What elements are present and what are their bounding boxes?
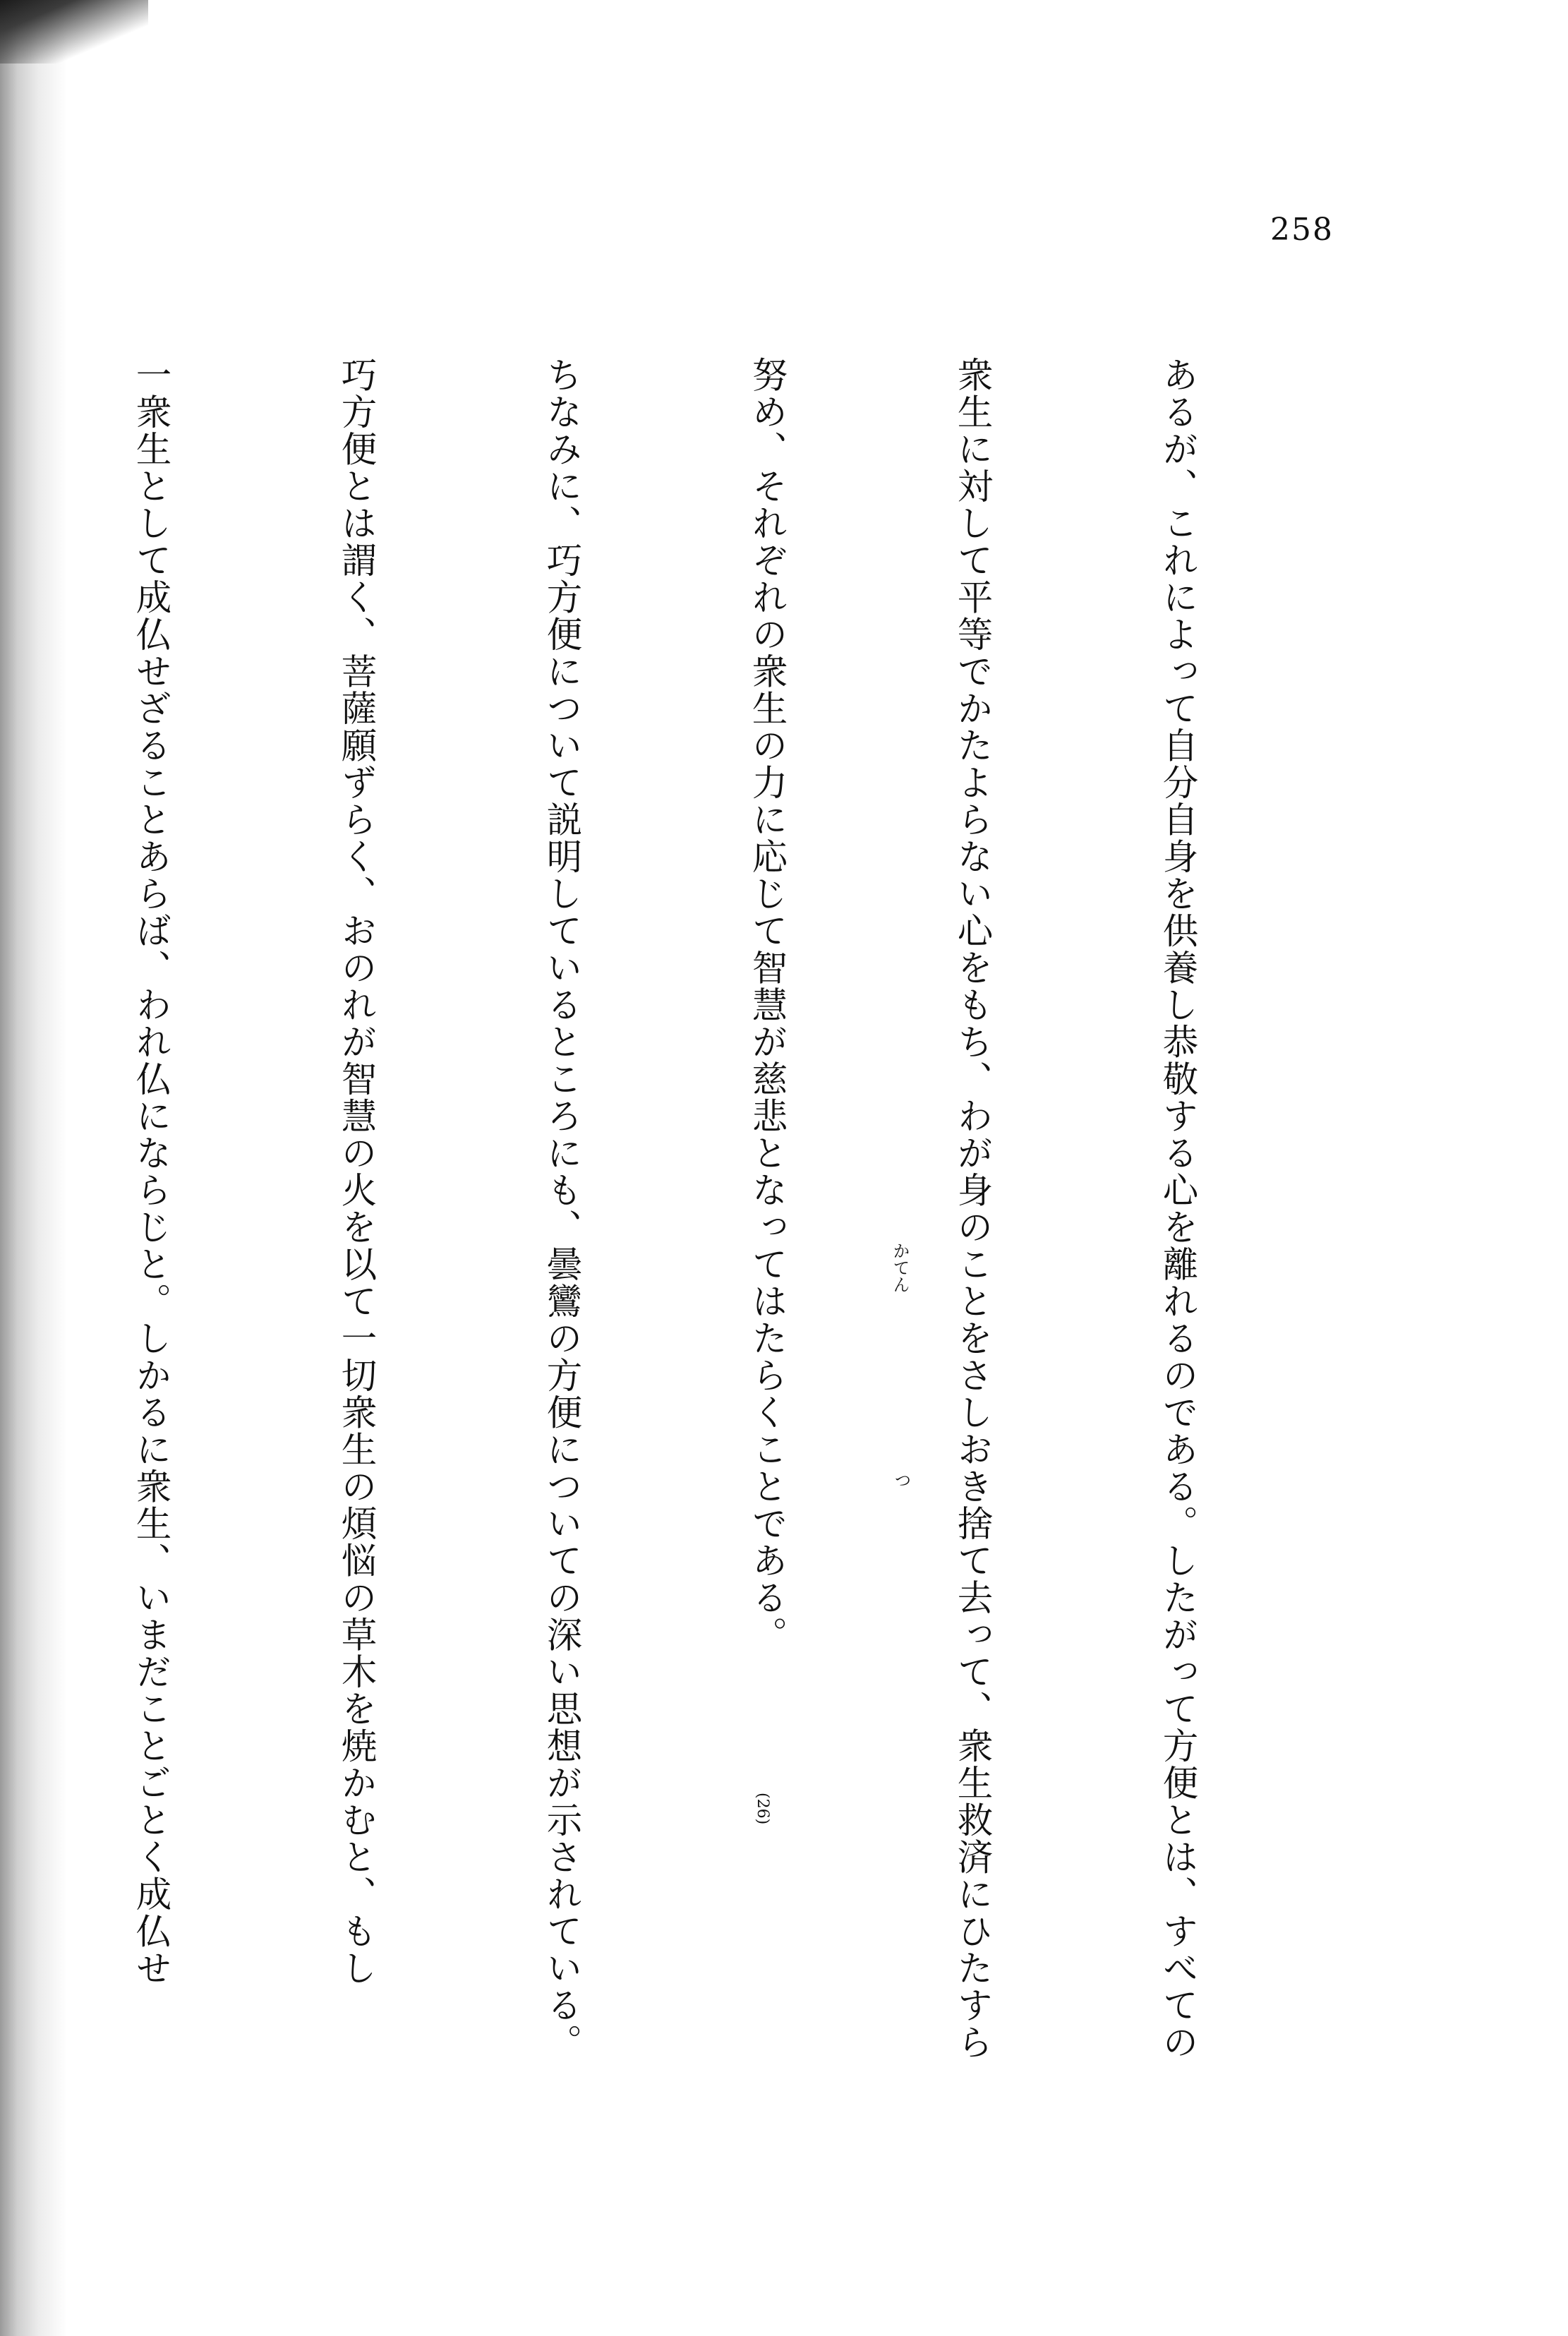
text-line: 努め、それぞれの衆生の力に応じて智慧が慈悲となってはたらくことである。 bbox=[747, 356, 788, 1654]
scan-corner-shadow bbox=[0, 0, 148, 64]
text-line: ちなみに、巧方便について説明しているところにも、曇鸞の方便についての深い思想が示されている。 bbox=[541, 356, 583, 2061]
text-line: 一衆生として成仏せざることあらば、われ仏にならじと。しかるに衆生、いまだことごとく成仏せ bbox=[131, 356, 172, 1987]
ruby-tsu: つ bbox=[891, 1471, 911, 1488]
text-line: 巧方便とは謂く、菩薩願ずらく、おのれが智慧の火を以て一切衆生の煩悩の草木を焼かむと、もし bbox=[336, 356, 378, 1987]
endnote-marker bbox=[754, 1793, 771, 1824]
endnote-26: (26) bbox=[754, 1793, 771, 1825]
vertical-text-body bbox=[0, 356, 1349, 2078]
ruby-kaen: かてん bbox=[890, 1242, 910, 1293]
page-number: 258 bbox=[1270, 212, 1334, 248]
text-line: あるが、これによって自分自身を供養し恭敬する心を離れるのである。したがって方便とは、すべての bbox=[1157, 356, 1199, 2061]
ruby-annotations-tsu bbox=[889, 1471, 914, 1488]
text-line: 衆生に対して平等でかたよらない心をもち、わが身のことをさしおき捨て去って、衆生救済にひたすら bbox=[952, 356, 994, 2061]
ruby-annotations bbox=[889, 1242, 910, 1293]
